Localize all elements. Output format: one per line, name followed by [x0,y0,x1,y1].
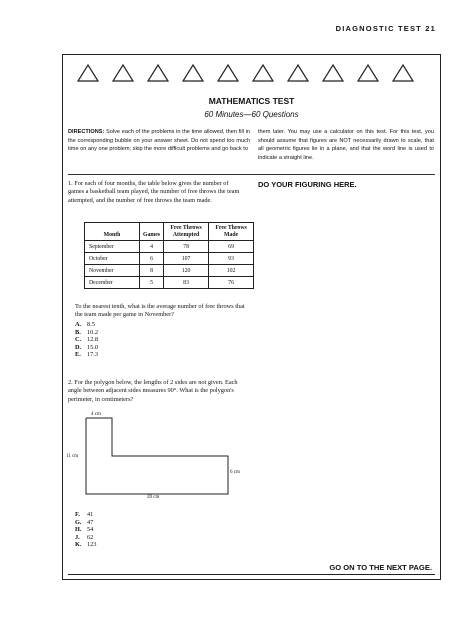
answer-choice[interactable]: H. 54 [75,526,94,534]
triangle-icon [392,64,414,82]
triangle-icon [182,64,204,82]
cell-made: 93 [209,253,254,265]
header-attempted: Free Throws Attempted [164,223,209,241]
triangle-icon [112,64,134,82]
answer-choice[interactable]: G. 47 [75,518,94,526]
table-row [85,265,254,277]
label-right: 6 cm [230,470,240,475]
polygon-figure [60,410,250,506]
header-made: Free Throws Made [209,223,254,241]
triangle-icon [287,64,309,82]
test-title: MATHEMATICS TEST [208,96,295,106]
answer-choice[interactable]: B. 10.2 [75,328,99,336]
header-month: Month [85,223,140,241]
cell-attempted: 120 [164,265,209,277]
label-bottom: 20 cm [147,495,160,500]
cell-month: December [85,277,140,289]
triangle-icon [217,64,239,82]
answer-choice[interactable]: K. 123 [75,541,97,549]
cell-month: October [85,253,140,265]
directions-right: them later. You may use a calculator on this test. For this test, you should assume that figures are NOT necessarily drawn to scale, that all geometric figures lie in a plane, and that the word line is used to indicate a straight line. [258,129,434,161]
question-2-text: 2. For the polygon below, the lengths of 2 sides are not given. Each angle between adjacent sides measures 90°. What is the polygon's perimeter, in centimeters? [68,379,238,403]
answer-choice[interactable]: J. 62 [75,533,94,541]
question-1-text: 1. For each of four months, the table below gives the number of games a basketball team played, the number of free throws the team attempted, and the number of free throws the team made. [68,180,240,204]
cell-games: 8 [140,265,164,277]
section-divider [68,174,435,175]
cell-made: 69 [209,241,254,253]
directions-label: DIRECTIONS: [68,129,105,135]
cell-games: 4 [140,241,164,253]
cell-attempted: 83 [164,277,209,289]
triangle-icon [322,64,344,82]
cell-month: November [85,265,140,277]
cell-attempted: 78 [164,241,209,253]
cell-made: 76 [209,277,254,289]
directions-text-left: Solve each of the problems in the time allowed, then fill in the corresponding bubble on your answer sheet. Do not spend too much time on any one problem; skip the more difficult problems and go back to [68,129,250,153]
triangle-icon [357,64,379,82]
cell-month: September [85,241,140,253]
answer-choice[interactable]: C. 12.8 [75,336,99,344]
header-games: Games [140,223,164,241]
label-top: 4 cm [91,412,101,417]
footer-rule [68,574,435,575]
answer-choice[interactable]: D. 15.0 [75,343,99,351]
next-page-footer: GO ON TO THE NEXT PAGE. [329,563,432,572]
answer-choice[interactable]: E. 17.3 [75,351,99,359]
table-header-row [85,223,254,241]
question-2-choices [75,511,96,549]
cell-made: 102 [209,265,254,277]
directions-left [68,128,250,154]
table-row [85,241,254,253]
triangle-icon [147,64,169,82]
cell-games: 6 [140,253,164,265]
table-row [85,253,254,265]
question-1-prompt: To the nearest tenth, what is the average number of free throws that the team made per game in November? [75,303,245,319]
triangle-icon [252,64,274,82]
table-row [85,277,254,289]
answer-choice[interactable]: F. 41 [75,511,94,518]
label-left: 11 cm [66,454,79,459]
page-header: DIAGNOSTIC TEST 21 [335,24,436,33]
cell-games: 5 [140,277,164,289]
triangle-icon [77,64,99,82]
free-throws-table [84,222,254,289]
figuring-heading: DO YOUR FIGURING HERE. [258,180,357,189]
question-1-choices [75,321,98,359]
cell-attempted: 107 [164,253,209,265]
answer-choice[interactable]: A. 8.5 [75,321,95,328]
test-subtitle: 60 Minutes—60 Questions [204,110,299,119]
polygon-outline [86,418,228,494]
